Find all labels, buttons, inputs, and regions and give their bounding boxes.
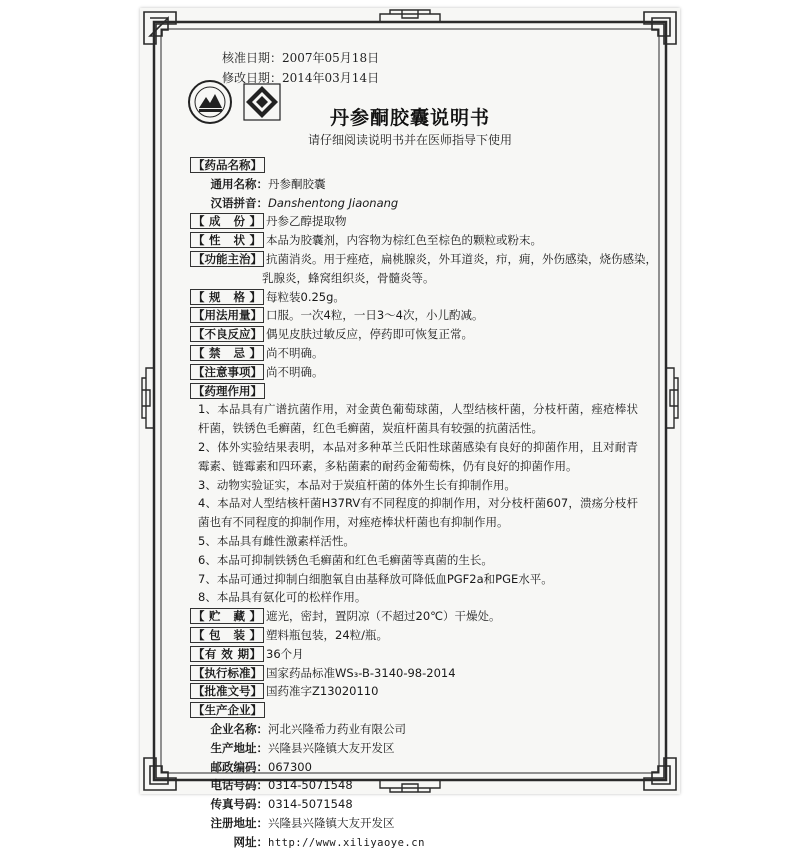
common-name-row: 通用名称：丹参酮胶囊 — [210, 176, 326, 191]
corner-ornament-tl — [144, 12, 176, 44]
leaflet-paper — [140, 8, 680, 849]
edge-ornament-right — [666, 368, 678, 428]
corner-ornament-tr — [644, 12, 676, 44]
ingredients-row: 【成 份】 丹参乙醇提取物 — [190, 212, 640, 231]
fax-row: 传真号码：0314-5071548 — [210, 797, 353, 812]
pharmacology-item: 8、本品具有氨化可的松样作用。 — [198, 590, 367, 605]
approval-number-row: 【批准文号】 国药准字Z13020110 — [190, 682, 640, 701]
pharmacology-item: 7、本品可通过抑制白细胞氧自由基释放可降低血PGF2a和PGE水平。 — [198, 571, 553, 586]
manufacturer-heading: 【生产企业】 — [190, 701, 640, 720]
pharmacology-item: 1、本品具有广谱抗菌作用，对金黄色葡萄球菌，人型结核杆菌，分枝杆菌，痤疮棒状杆菌，铁锈色毛癣菌，红色毛癣菌，炭疽杆菌具有较强的抗菌活性。 — [198, 402, 638, 436]
website-link[interactable]: http://www.xiliyaoye.cn — [268, 836, 425, 849]
approval-date: 核准日期：2007年05月18日 — [222, 51, 380, 65]
precautions-row: 【注意事项】 尚不明确。 — [190, 363, 640, 382]
indications-continued: 乳腺炎，蜂窝组织炎，骨髓炎等。 — [262, 270, 435, 285]
adverse-row: 【不良反应】 偶见皮肤过敏反应，停药即可恢复正常。 — [190, 325, 640, 344]
revision-date: 修改日期：2014年03月14日 — [222, 71, 380, 85]
pharmacology-item: 4、本品对人型结核杆菌H37RV有不同程度的抑制作用，对分枝杆菌607，溃疡分枝杆菌也有不同程度的抑制作用，对痤疮棒状杆菌也有抑制作用。 — [198, 496, 638, 530]
edge-ornament-top — [380, 10, 440, 22]
website-row: 网址：http://www.xiliyaoye.cn — [233, 834, 425, 849]
properties-row: 【性 状】 本品为胶囊剂，内容物为棕红色至棕色的颗粒或粉末。 — [190, 231, 640, 250]
registered-address-row: 注册地址：兴隆县兴隆镇大友开发区 — [210, 815, 395, 830]
storage-row: 【贮 藏】 遮光，密封，置阴凉（不超过20℃）干燥处。 — [190, 607, 640, 626]
leaflet-content — [190, 156, 657, 852]
validity-row: 【有 效 期】 36个月 — [190, 645, 640, 664]
postcode-row: 邮政编码：067300 — [210, 759, 312, 774]
pinyin-row: 汉语拼音：Danshentong Jiaonang — [210, 195, 399, 210]
drug-name-heading: 【药品名称】 — [190, 156, 640, 175]
pharmacology-item: 3、动物实验证实，本品对于炭疽杆菌的体外生长有抑制作用。 — [198, 477, 516, 492]
standard-row: 【执行标准】 国家药品标准WS₃-B-3140-98-2014 — [190, 664, 640, 683]
phone-row: 电话号码：0314-5071548 — [210, 778, 353, 793]
pharmacology-heading: 【药理作用】 — [190, 382, 640, 401]
spec-row: 【规 格】 每粒装0.25g。 — [190, 288, 640, 307]
indications-row: 【功能主治】 抗菌消炎。用于痤疮，扁桃腺炎，外耳道炎，疖，痈，外伤感染，烧伤感染， — [190, 250, 640, 269]
document-subtitle: 请仔细阅读说明书并在医师指导下使用 — [307, 133, 512, 147]
package-row: 【包 装】 塑料瓶包装，24粒/瓶。 — [190, 626, 640, 645]
contraindications-row: 【禁 忌】 尚不明确。 — [190, 344, 640, 363]
dosage-row: 【用法用量】 口服。一次4粒，一日3～4次，小儿酌减。 — [190, 306, 640, 325]
pharmacology-item: 2、体外实验结果表明，本品对多种革兰氏阳性球菌感染有良好的抑菌作用，且对耐青霉素、链霉素和四环素，多粘菌素的耐药金葡萄株，仍有良好的抑菌作用。 — [198, 439, 638, 473]
pharmacology-item: 5、本品具有雌性激素样活性。 — [198, 533, 355, 548]
address-row: 生产地址：兴隆县兴隆镇大友开发区 — [210, 740, 395, 755]
corner-ornament-br — [644, 758, 676, 790]
pharmacology-item: 6、本品可抑制铁锈色毛癣菌和红色毛癣菌等真菌的生长。 — [198, 552, 493, 567]
company-row: 企业名称：河北兴隆希力药业有限公司 — [210, 721, 406, 736]
document-title: 丹参酮胶囊说明书 — [329, 107, 490, 129]
edge-ornament-left — [142, 368, 154, 428]
corner-ornament-bl — [144, 758, 176, 790]
